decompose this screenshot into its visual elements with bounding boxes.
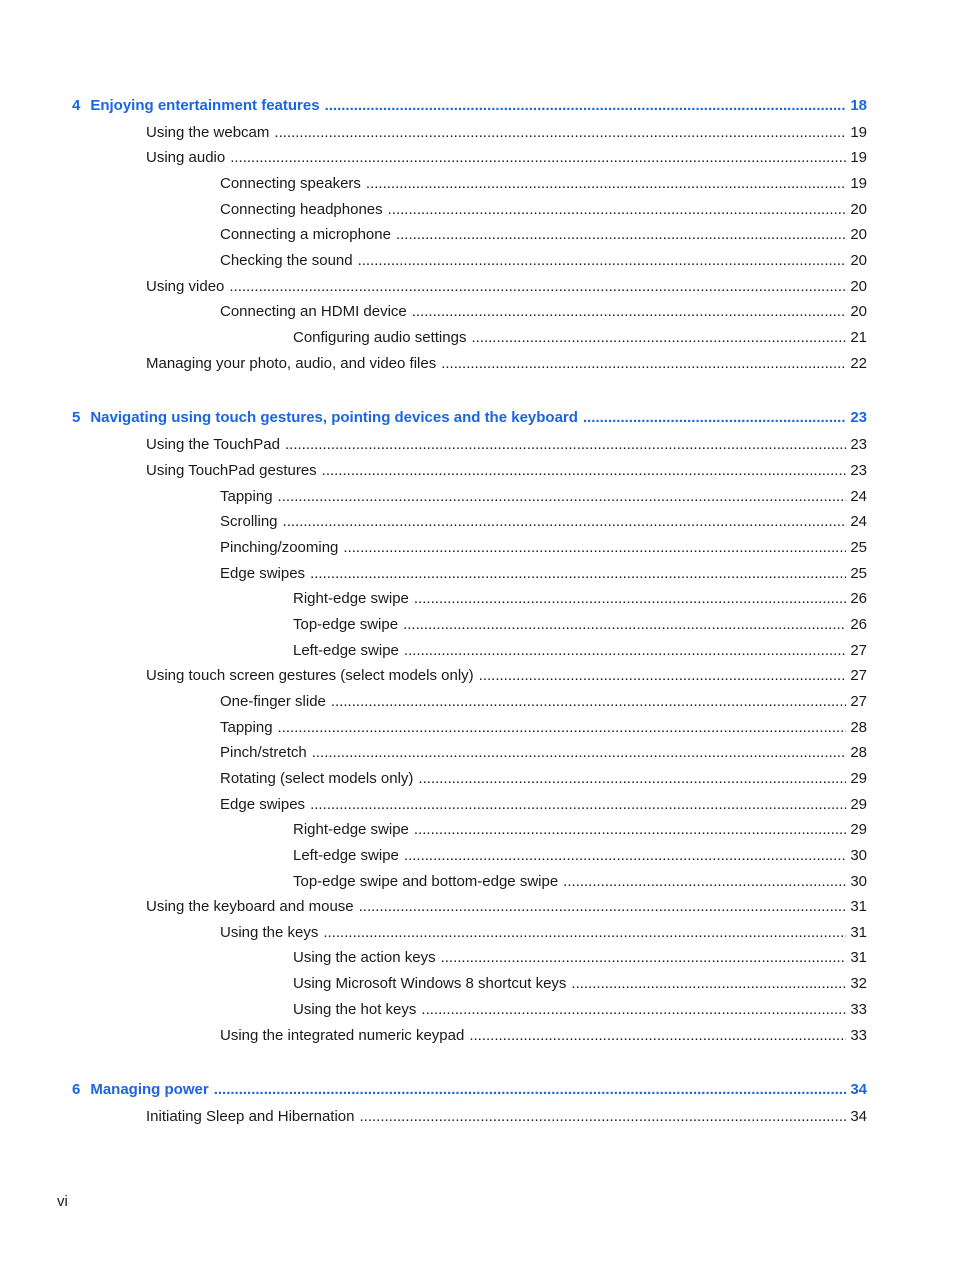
toc-entry[interactable] — [220, 538, 867, 558]
chapter-number: 6 — [72, 1081, 81, 1098]
toc-entry[interactable] — [220, 487, 867, 507]
toc-entry-title: Tapping — [220, 488, 273, 505]
toc-entry-title: Using the webcam — [146, 124, 270, 141]
dot-leader — [274, 123, 846, 143]
page-number: 29 — [850, 770, 867, 787]
toc-entry[interactable] — [220, 718, 867, 738]
toc-entry-title: Connecting a microphone — [220, 226, 391, 243]
toc-entry[interactable] — [146, 277, 867, 297]
dot-leader — [323, 923, 846, 943]
page-number: 27 — [850, 642, 867, 659]
dot-leader — [479, 666, 847, 686]
page-number: 18 — [850, 97, 867, 114]
toc-entry-title: Using Microsoft Windows 8 shortcut keys — [293, 975, 567, 992]
page-number: 28 — [850, 744, 867, 761]
toc-entry-title: Using the keyboard and mouse — [146, 898, 354, 915]
dot-leader — [312, 743, 847, 763]
toc-entry-title: Pinching/zooming — [220, 539, 339, 556]
dot-leader — [366, 174, 846, 194]
dot-leader — [412, 302, 847, 322]
page-number: 34 — [850, 1108, 867, 1125]
page-number: 20 — [850, 303, 867, 320]
toc-entry[interactable] — [146, 461, 867, 481]
dot-leader — [283, 512, 847, 532]
toc-entry[interactable] — [220, 795, 867, 815]
toc-entry[interactable] — [220, 302, 867, 322]
dot-leader — [469, 1026, 846, 1046]
toc-entry[interactable] — [293, 615, 867, 635]
toc-entry-title: Initiating Sleep and Hibernation — [146, 1108, 355, 1125]
toc-entry-title: Using the hot keys — [293, 1001, 417, 1018]
dot-leader — [343, 538, 846, 558]
toc-entry[interactable] — [220, 564, 867, 584]
dot-leader — [278, 718, 847, 738]
page-number: 20 — [850, 252, 867, 269]
toc-entry-title: Using the keys — [220, 924, 319, 941]
page-number: 21 — [850, 329, 867, 346]
dot-leader — [414, 589, 846, 609]
dot-leader — [403, 615, 846, 635]
toc-entry-title: Using the action keys — [293, 949, 436, 966]
toc-entry-title: Top-edge swipe — [293, 616, 399, 633]
chapter-number: 5 — [72, 409, 81, 426]
chapter-title — [72, 1080, 209, 1100]
dot-leader — [230, 148, 846, 168]
toc-entry-title: Top-edge swipe and bottom-edge swipe — [293, 873, 559, 890]
toc-entry[interactable] — [220, 251, 867, 271]
toc-entry-title: Right-edge swipe — [293, 821, 409, 838]
toc-entry-title: Using video — [146, 278, 225, 295]
toc-entry-title: One-finger slide — [220, 693, 326, 710]
toc-entry[interactable] — [220, 512, 867, 532]
toc-entry-title: Edge swipes — [220, 565, 306, 582]
page-number: 26 — [850, 616, 867, 633]
dot-leader — [441, 948, 847, 968]
dot-leader — [418, 769, 846, 789]
dot-leader — [278, 487, 847, 507]
toc-entry[interactable] — [220, 1026, 867, 1046]
toc-entry[interactable] — [293, 641, 867, 661]
dot-leader — [325, 96, 847, 116]
toc-entry[interactable] — [220, 743, 867, 763]
page-number: 23 — [850, 436, 867, 453]
toc-entry[interactable] — [293, 948, 867, 968]
dot-leader — [563, 872, 846, 892]
chapter-number: 4 — [72, 97, 81, 114]
dot-leader — [441, 354, 846, 374]
chapter-title — [72, 408, 578, 428]
page-number: 25 — [850, 539, 867, 556]
dot-leader — [471, 328, 846, 348]
toc-entry[interactable] — [293, 820, 867, 840]
toc-entry[interactable] — [146, 897, 867, 917]
toc-entry[interactable] — [146, 123, 867, 143]
toc-entry[interactable] — [146, 1107, 867, 1127]
page-number: 33 — [850, 1001, 867, 1018]
page-number: 19 — [850, 149, 867, 166]
dot-leader — [310, 795, 846, 815]
toc-entry[interactable] — [293, 1000, 867, 1020]
toc-entry[interactable] — [220, 225, 867, 245]
toc-entry-title: Using the integrated numeric keypad — [220, 1027, 465, 1044]
dot-leader — [571, 974, 846, 994]
toc-entry[interactable] — [220, 769, 867, 789]
toc-entry-title: Using the TouchPad — [146, 436, 280, 453]
toc-entry[interactable] — [146, 148, 867, 168]
dot-leader — [285, 435, 846, 455]
dot-leader — [414, 820, 846, 840]
chapter-title — [72, 96, 320, 116]
toc-entry-title: Rotating (select models only) — [220, 770, 414, 787]
toc-entry-title: Connecting an HDMI device — [220, 303, 407, 320]
toc-entry-title: Pinch/stretch — [220, 744, 307, 761]
page-number: 31 — [850, 898, 867, 915]
page-number: 31 — [850, 924, 867, 941]
dot-leader — [331, 692, 846, 712]
toc-entry-title: Tapping — [220, 719, 273, 736]
toc-entry[interactable] — [146, 666, 867, 686]
page-number: 23 — [850, 409, 867, 426]
page-number: 20 — [850, 201, 867, 218]
toc-entry-title: Using touch screen gestures (select models only) — [146, 667, 474, 684]
dot-leader — [214, 1080, 847, 1100]
dot-leader — [421, 1000, 846, 1020]
toc-entry[interactable] — [146, 435, 867, 455]
page-number: 27 — [850, 667, 867, 684]
toc-entry[interactable] — [220, 692, 867, 712]
page-number: 34 — [850, 1081, 867, 1098]
toc-entry[interactable] — [293, 328, 867, 348]
page-number: 29 — [850, 796, 867, 813]
page-number: 30 — [850, 873, 867, 890]
toc-entry-title: Checking the sound — [220, 252, 353, 269]
page-number: 33 — [850, 1027, 867, 1044]
dot-leader — [358, 251, 847, 271]
toc-entry[interactable] — [220, 174, 867, 194]
chapter-title-text: Managing power — [90, 1081, 209, 1098]
page-number: 31 — [850, 949, 867, 966]
dot-leader — [359, 1107, 846, 1127]
page-number: 24 — [850, 513, 867, 530]
toc-entry-title: Left-edge swipe — [293, 642, 399, 659]
dot-leader — [404, 641, 846, 661]
dot-leader — [583, 408, 846, 428]
toc-entry-title: Right-edge swipe — [293, 590, 409, 607]
dot-leader — [404, 846, 846, 866]
chapter-title-text: Navigating using touch gestures, pointing devices and the keyboard — [90, 409, 578, 426]
toc-entry[interactable] — [293, 872, 867, 892]
dot-leader — [359, 897, 847, 917]
page-number: 19 — [850, 124, 867, 141]
page-number: 24 — [850, 488, 867, 505]
toc-entry-title: Using TouchPad gestures — [146, 462, 317, 479]
toc-entry[interactable] — [293, 846, 867, 866]
page-number: 22 — [850, 355, 867, 372]
dot-leader — [396, 225, 846, 245]
dot-leader — [229, 277, 846, 297]
toc-entry-title: Using audio — [146, 149, 226, 166]
page-folio: vi — [57, 1193, 68, 1210]
toc-chapter-6[interactable] — [72, 1080, 867, 1100]
dot-leader — [388, 200, 847, 220]
toc-entry[interactable] — [220, 923, 867, 943]
page-number: 25 — [850, 565, 867, 582]
chapter-title-text: Enjoying entertainment features — [90, 97, 320, 114]
page-number: 29 — [850, 821, 867, 838]
toc-entry[interactable] — [146, 354, 867, 374]
page-number: 30 — [850, 847, 867, 864]
toc-entry-title: Managing your photo, audio, and video files — [146, 355, 437, 372]
page-number: 28 — [850, 719, 867, 736]
toc-entry[interactable] — [293, 589, 867, 609]
toc-entry-title: Connecting speakers — [220, 175, 361, 192]
page-number: 20 — [850, 226, 867, 243]
page-number: 19 — [850, 175, 867, 192]
toc-entry-title: Connecting headphones — [220, 201, 383, 218]
toc-entry-title: Left-edge swipe — [293, 847, 399, 864]
toc-chapter-4[interactable] — [72, 96, 867, 116]
dot-leader — [310, 564, 846, 584]
toc-entry-title: Edge swipes — [220, 796, 306, 813]
page-number: 26 — [850, 590, 867, 607]
toc-chapter-5[interactable] — [72, 408, 867, 428]
toc-entry[interactable] — [220, 200, 867, 220]
page-number: 20 — [850, 278, 867, 295]
page-number: 27 — [850, 693, 867, 710]
page-number: 32 — [850, 975, 867, 992]
toc-entry[interactable] — [293, 974, 867, 994]
page-number: 23 — [850, 462, 867, 479]
toc-entry-title: Configuring audio settings — [293, 329, 467, 346]
dot-leader — [322, 461, 847, 481]
toc-entry-title: Scrolling — [220, 513, 278, 530]
